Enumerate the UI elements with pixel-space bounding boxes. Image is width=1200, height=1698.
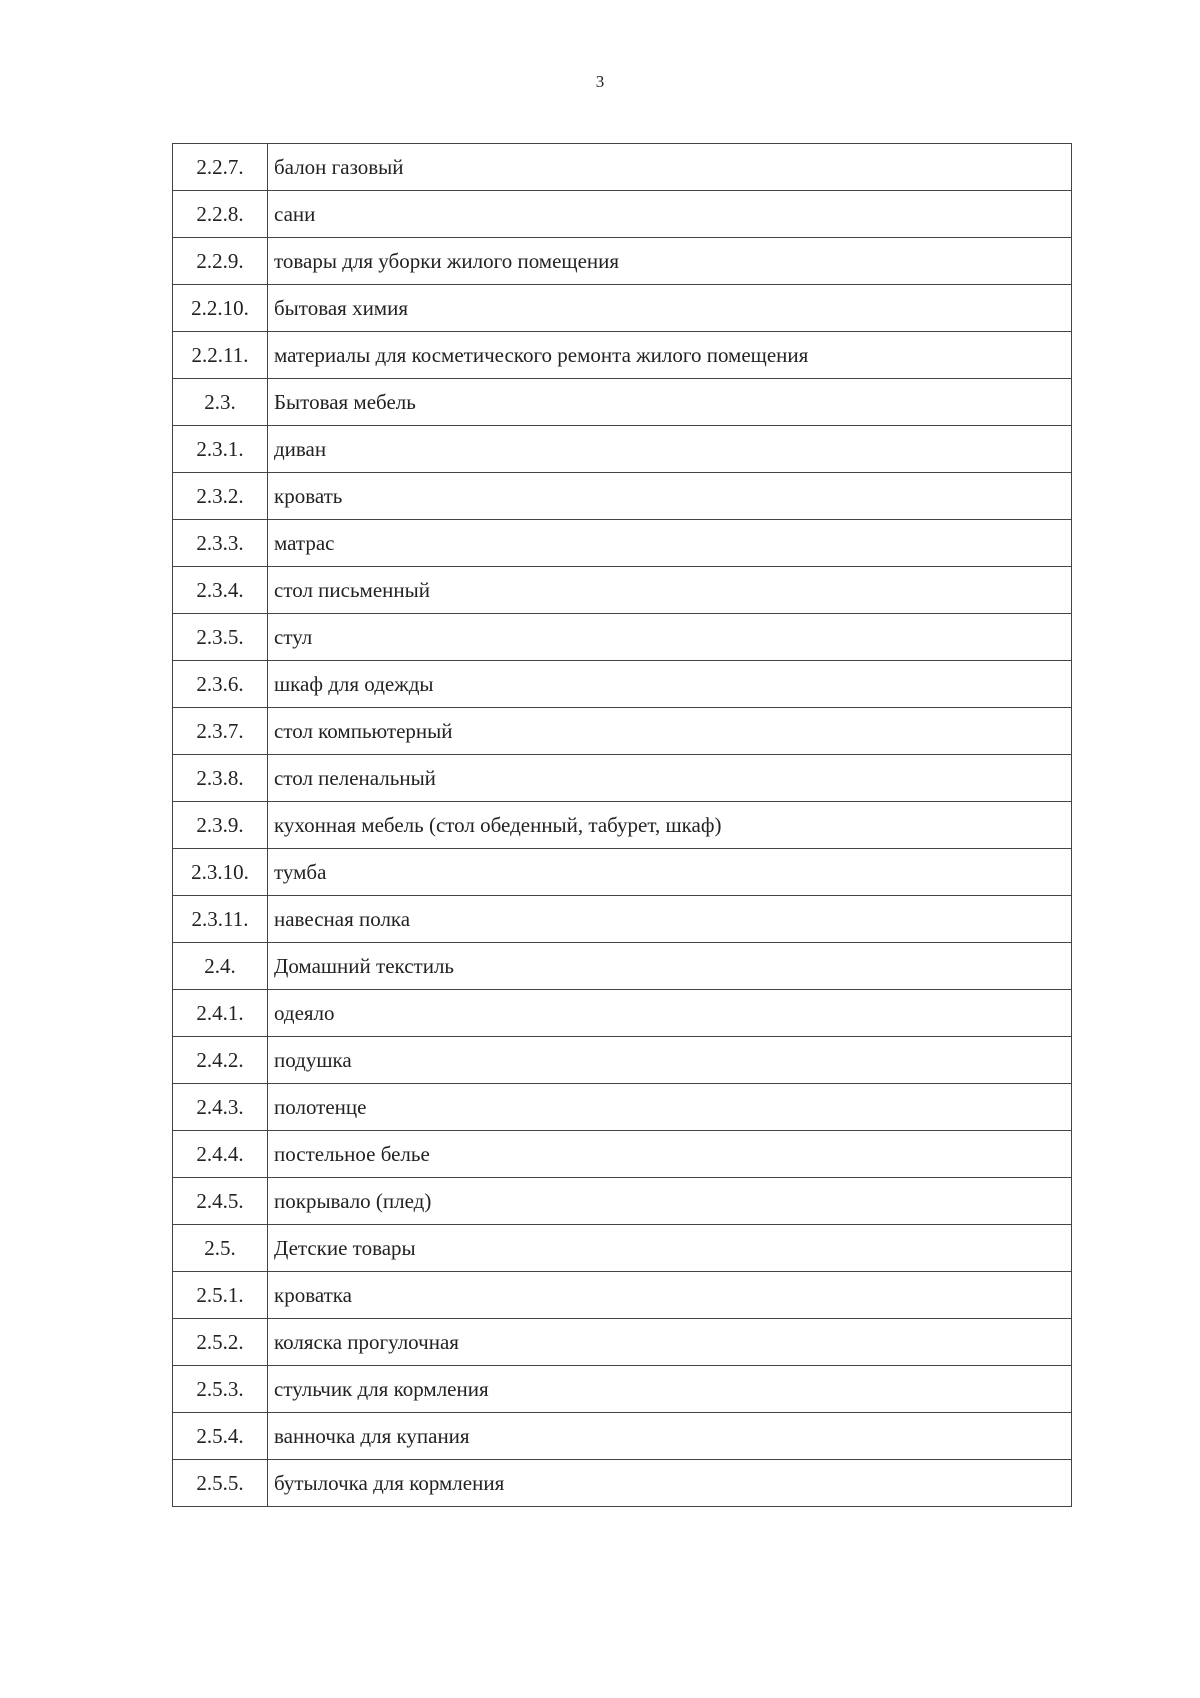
table-row	[173, 943, 1072, 990]
item-number-cell: 2.4.1.	[173, 990, 268, 1037]
item-number-cell: 2.4.2.	[173, 1037, 268, 1084]
table-row	[173, 567, 1072, 614]
table-row	[173, 285, 1072, 332]
item-number-cell: 2.2.10.	[173, 285, 268, 332]
item-name-cell: шкаф для одежды	[268, 661, 1072, 708]
item-number-cell: 2.3.9.	[173, 802, 268, 849]
item-number-cell: 2.4.4.	[173, 1131, 268, 1178]
item-name-cell: подушка	[268, 1037, 1072, 1084]
item-number-cell: 2.4.3.	[173, 1084, 268, 1131]
item-number-cell: 2.2.7.	[173, 144, 268, 191]
table-row	[173, 379, 1072, 426]
table-row	[173, 708, 1072, 755]
table-row	[173, 1366, 1072, 1413]
items-table	[172, 143, 1072, 1507]
item-number-cell: 2.3.6.	[173, 661, 268, 708]
table-row	[173, 802, 1072, 849]
item-number-cell: 2.3.1.	[173, 426, 268, 473]
item-number-cell: 2.5.4.	[173, 1413, 268, 1460]
table-row	[173, 520, 1072, 567]
item-name-cell: Домашний текстиль	[268, 943, 1072, 990]
item-name-cell: стульчик для кормления	[268, 1366, 1072, 1413]
page-number: 3	[595, 72, 605, 91]
item-name-cell: стол пеленальный	[268, 755, 1072, 802]
item-name-cell: покрывало (плед)	[268, 1178, 1072, 1225]
item-number-cell: 2.5.3.	[173, 1366, 268, 1413]
table-row	[173, 1225, 1072, 1272]
item-number-cell: 2.5.1.	[173, 1272, 268, 1319]
table-row	[173, 238, 1072, 285]
table-row	[173, 1413, 1072, 1460]
table-row	[173, 1178, 1072, 1225]
table-row	[173, 1460, 1072, 1507]
item-number-cell: 2.3.4.	[173, 567, 268, 614]
item-name-cell: ванночка для купания	[268, 1413, 1072, 1460]
table-row	[173, 1084, 1072, 1131]
item-number-cell: 2.4.5.	[173, 1178, 268, 1225]
table-row	[173, 896, 1072, 943]
table-row	[173, 332, 1072, 379]
item-name-cell: коляска прогулочная	[268, 1319, 1072, 1366]
item-number-cell: 2.5.5.	[173, 1460, 268, 1507]
item-name-cell: материалы для косметического ремонта жилого помещения	[268, 332, 1072, 379]
table-row	[173, 1272, 1072, 1319]
item-name-cell: матрас	[268, 520, 1072, 567]
item-name-cell: стол компьютерный	[268, 708, 1072, 755]
table-row	[173, 191, 1072, 238]
item-name-cell: тумба	[268, 849, 1072, 896]
item-name-cell: полотенце	[268, 1084, 1072, 1131]
item-name-cell: постельное белье	[268, 1131, 1072, 1178]
item-number-cell: 2.4.	[173, 943, 268, 990]
item-name-cell: бытовая химия	[268, 285, 1072, 332]
item-number-cell: 2.3.7.	[173, 708, 268, 755]
item-name-cell: товары для уборки жилого помещения	[268, 238, 1072, 285]
item-number-cell: 2.3.10.	[173, 849, 268, 896]
item-number-cell: 2.2.9.	[173, 238, 268, 285]
table-row	[173, 426, 1072, 473]
table-row	[173, 614, 1072, 661]
item-number-cell: 2.3.11.	[173, 896, 268, 943]
item-number-cell: 2.2.11.	[173, 332, 268, 379]
item-number-cell: 2.3.2.	[173, 473, 268, 520]
table-row	[173, 473, 1072, 520]
item-name-cell: балон газовый	[268, 144, 1072, 191]
item-name-cell: стул	[268, 614, 1072, 661]
table-row	[173, 144, 1072, 191]
item-name-cell: кухонная мебель (стол обеденный, табурет, шкаф)	[268, 802, 1072, 849]
item-name-cell: кровать	[268, 473, 1072, 520]
item-number-cell: 2.2.8.	[173, 191, 268, 238]
table-row	[173, 990, 1072, 1037]
table-row	[173, 1037, 1072, 1084]
item-name-cell: кроватка	[268, 1272, 1072, 1319]
items-table-body	[173, 144, 1072, 1507]
item-name-cell: стол письменный	[268, 567, 1072, 614]
table-row	[173, 1131, 1072, 1178]
table-row	[173, 755, 1072, 802]
table-row	[173, 849, 1072, 896]
item-name-cell: навесная полка	[268, 896, 1072, 943]
item-name-cell: диван	[268, 426, 1072, 473]
item-number-cell: 2.5.	[173, 1225, 268, 1272]
item-name-cell: бутылочка для кормления	[268, 1460, 1072, 1507]
table-row	[173, 1319, 1072, 1366]
item-number-cell: 2.3.5.	[173, 614, 268, 661]
item-number-cell: 2.3.	[173, 379, 268, 426]
item-name-cell: Детские товары	[268, 1225, 1072, 1272]
item-name-cell: сани	[268, 191, 1072, 238]
item-number-cell: 2.5.2.	[173, 1319, 268, 1366]
item-name-cell: Бытовая мебель	[268, 379, 1072, 426]
item-name-cell: одеяло	[268, 990, 1072, 1037]
table-row	[173, 661, 1072, 708]
item-number-cell: 2.3.3.	[173, 520, 268, 567]
item-number-cell: 2.3.8.	[173, 755, 268, 802]
